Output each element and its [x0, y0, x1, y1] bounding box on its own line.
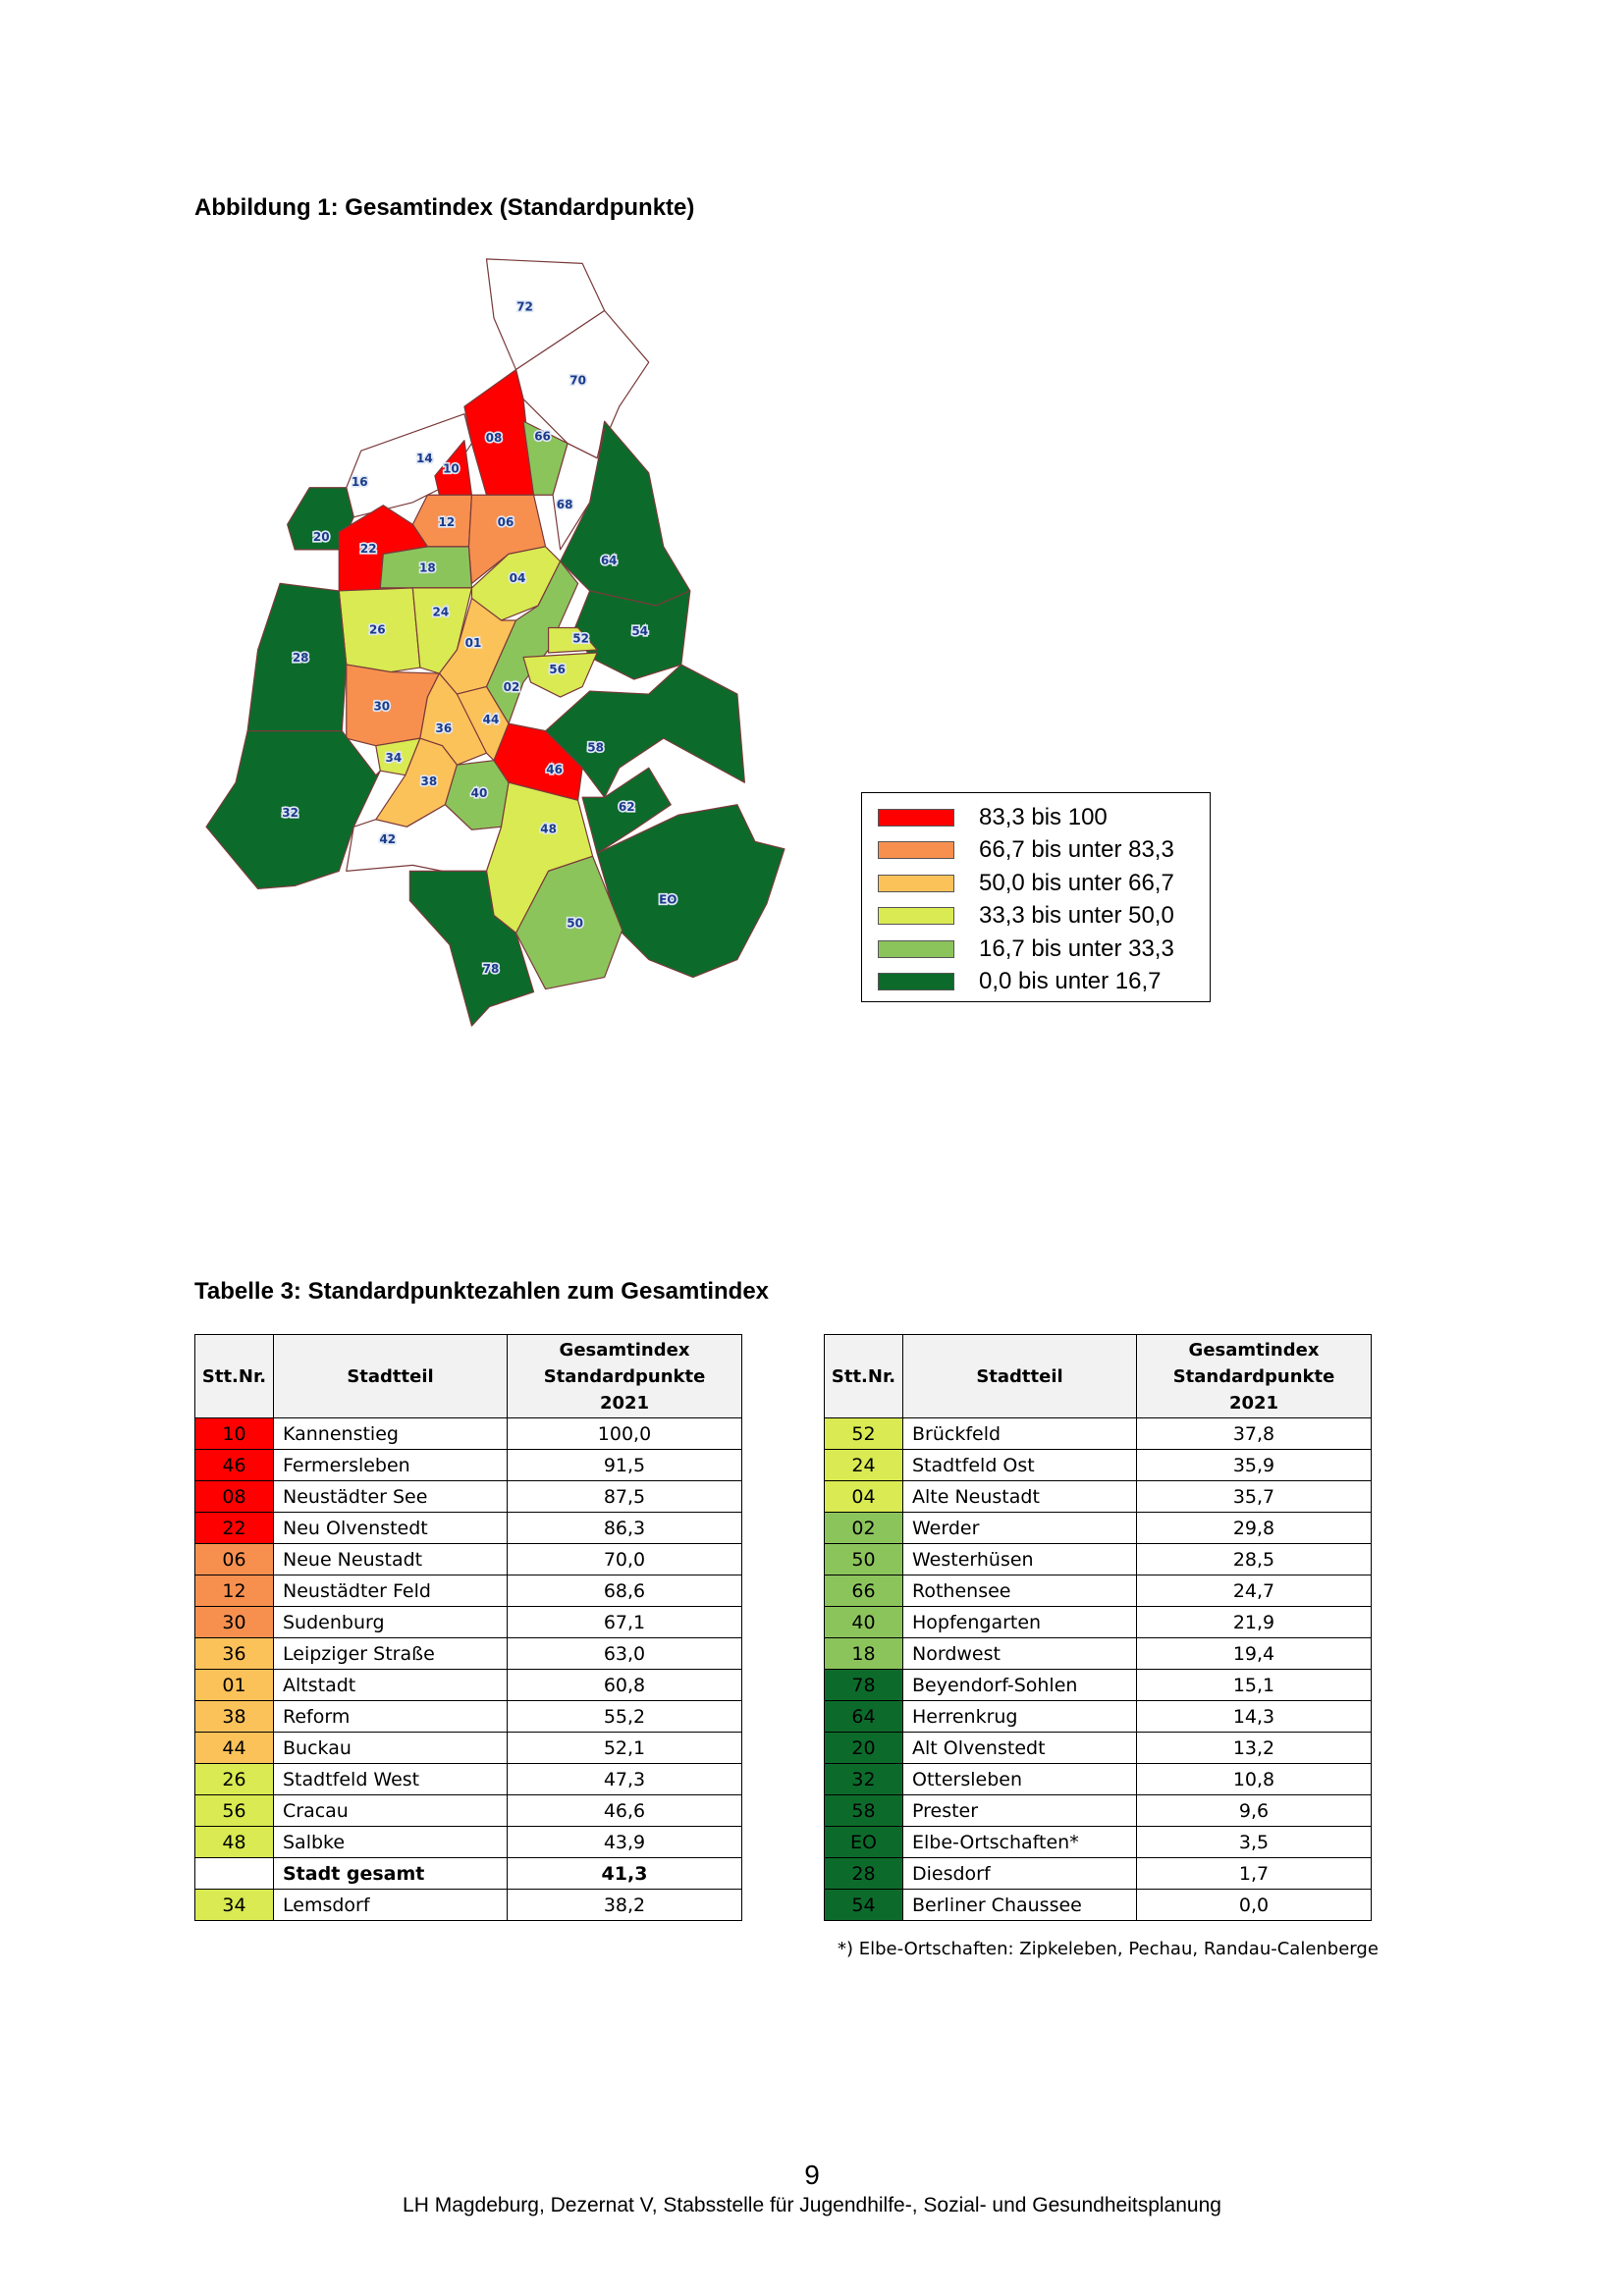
header-value	[1137, 1335, 1372, 1418]
table-header	[195, 1335, 742, 1418]
cell-value: 100,0	[508, 1418, 742, 1450]
district-label: 06	[497, 514, 514, 529]
header-value-line: 2021	[1228, 1392, 1279, 1414]
table-row	[195, 1795, 742, 1827]
cell-nr	[195, 1858, 274, 1890]
map-districts	[206, 259, 785, 1026]
district-label: 58	[587, 740, 605, 755]
district-label: 08	[485, 431, 503, 446]
cell-value: 87,5	[508, 1481, 742, 1513]
district-map	[191, 251, 811, 1034]
header-name: Stadtteil	[903, 1335, 1137, 1418]
legend-label: 16,7 bis unter 33,3	[979, 934, 1174, 962]
cell-value: 91,5	[508, 1450, 742, 1481]
header-value	[508, 1335, 742, 1418]
legend-label: 0,0 bis unter 16,7	[979, 968, 1162, 995]
cell-name: Lemsdorf	[274, 1890, 508, 1921]
cell-name: Prester	[903, 1795, 1137, 1827]
page-number: 9	[804, 2160, 820, 2190]
cell-nr: 36	[195, 1638, 274, 1670]
district-label: 48	[540, 822, 557, 836]
figure-title: Abbildung 1: Gesamtindex (Standardpunkte)	[194, 194, 695, 221]
district-label: 14	[416, 452, 433, 466]
cell-name: Buckau	[274, 1733, 508, 1764]
cell-value: 13,2	[1137, 1733, 1372, 1764]
district-label: 56	[549, 663, 566, 677]
table-row	[825, 1858, 1372, 1890]
cell-nr: 20	[825, 1733, 903, 1764]
table-row	[825, 1638, 1372, 1670]
cell-name: Alt Olvenstedt	[903, 1733, 1137, 1764]
legend-label: 33,3 bis unter 50,0	[979, 902, 1174, 930]
cell-nr: 56	[195, 1795, 274, 1827]
district-label: 38	[420, 774, 438, 789]
cell-name: Leipziger Straße	[274, 1638, 508, 1670]
table-row	[825, 1827, 1372, 1858]
header-value-line: Standardpunkte	[543, 1365, 706, 1387]
header-value-line: Gesamtindex	[1188, 1339, 1320, 1361]
cell-name: Neue Neustadt	[274, 1544, 508, 1575]
cell-name: Neustädter Feld	[274, 1575, 508, 1607]
district-label: 28	[292, 651, 309, 666]
cell-nr: 02	[825, 1513, 903, 1544]
footnote: *) Elbe-Ortschaften: Zipkeleben, Pechau, Randau-Calenberge	[838, 1939, 1379, 1959]
district-label: EO	[659, 892, 677, 907]
legend-swatch	[878, 907, 954, 925]
district-label: 40	[470, 786, 488, 801]
table-row	[195, 1670, 742, 1701]
map-legend	[861, 792, 1211, 1002]
cell-value: 63,0	[508, 1638, 742, 1670]
cell-nr: 08	[195, 1481, 274, 1513]
cell-value: 9,6	[1137, 1795, 1372, 1827]
district-label: 02	[503, 680, 520, 695]
table-row	[195, 1481, 742, 1513]
legend-item	[862, 834, 1210, 868]
cell-name: Neustädter See	[274, 1481, 508, 1513]
cell-value: 38,2	[508, 1890, 742, 1921]
table-row	[195, 1733, 742, 1764]
cell-nr: 40	[825, 1607, 903, 1638]
table-row	[195, 1513, 742, 1544]
cell-nr: 18	[825, 1638, 903, 1670]
header-value-line: Gesamtindex	[559, 1339, 690, 1361]
cell-name: Altstadt	[274, 1670, 508, 1701]
district-label: 04	[509, 570, 526, 585]
cell-nr: 54	[825, 1890, 903, 1921]
cell-value: 35,9	[1137, 1450, 1372, 1481]
table-row	[195, 1418, 742, 1450]
cell-value: 52,1	[508, 1733, 742, 1764]
table-row	[195, 1764, 742, 1795]
table-row	[195, 1858, 742, 1890]
legend-swatch	[878, 973, 954, 990]
district-label: 24	[432, 605, 450, 619]
index-table-left	[194, 1334, 742, 1921]
cell-name: Diesdorf	[903, 1858, 1137, 1890]
cell-nr: 26	[195, 1764, 274, 1795]
table-row	[825, 1513, 1372, 1544]
legend-item	[862, 867, 1210, 900]
cell-name: Ottersleben	[903, 1764, 1137, 1795]
district-label: 20	[312, 529, 330, 544]
district-label: 66	[534, 429, 551, 444]
district-label: 32	[282, 805, 299, 820]
table-row	[825, 1670, 1372, 1701]
cell-name: Rothensee	[903, 1575, 1137, 1607]
district-label: 26	[368, 622, 386, 637]
cell-nr: 38	[195, 1701, 274, 1733]
cell-nr: 46	[195, 1450, 274, 1481]
legend-swatch	[878, 875, 954, 892]
district-label: 68	[556, 497, 573, 511]
table-row	[195, 1701, 742, 1733]
cell-value: 46,6	[508, 1795, 742, 1827]
table-row	[825, 1701, 1372, 1733]
cell-name: Salbke	[274, 1827, 508, 1858]
district-label: 64	[600, 553, 618, 567]
cell-name: Hopfengarten	[903, 1607, 1137, 1638]
cell-name: Kannenstieg	[274, 1418, 508, 1450]
cell-value: 19,4	[1137, 1638, 1372, 1670]
cell-value: 55,2	[508, 1701, 742, 1733]
district-label: 36	[435, 721, 453, 736]
cell-nr: 06	[195, 1544, 274, 1575]
cell-value: 15,1	[1137, 1670, 1372, 1701]
header-value-line: 2021	[599, 1392, 650, 1414]
district-label: 72	[516, 299, 533, 314]
index-table-right	[824, 1334, 1372, 1921]
cell-name: Alte Neustadt	[903, 1481, 1137, 1513]
cell-value: 37,8	[1137, 1418, 1372, 1450]
cell-nr: 28	[825, 1858, 903, 1890]
cell-name: Stadtfeld Ost	[903, 1450, 1137, 1481]
page-footer: LH Magdeburg, Dezernat V, Stabsstelle für Jugendhilfe-, Sozial- und Gesundheitsplanung	[403, 2194, 1221, 2216]
cell-value: 29,8	[1137, 1513, 1372, 1544]
cell-value: 1,7	[1137, 1858, 1372, 1890]
cell-value: 10,8	[1137, 1764, 1372, 1795]
table-row	[825, 1764, 1372, 1795]
cell-value: 3,5	[1137, 1827, 1372, 1858]
cell-name: Elbe-Ortschaften*	[903, 1827, 1137, 1858]
cell-nr: 64	[825, 1701, 903, 1733]
cell-name: Reform	[274, 1701, 508, 1733]
table-row	[825, 1733, 1372, 1764]
legend-swatch	[878, 841, 954, 859]
cell-nr: 12	[195, 1575, 274, 1607]
table-row	[825, 1481, 1372, 1513]
legend-label: 50,0 bis unter 66,7	[979, 869, 1174, 896]
table-row	[195, 1607, 742, 1638]
cell-nr: EO	[825, 1827, 903, 1858]
cell-nr: 78	[825, 1670, 903, 1701]
table-header	[825, 1335, 1372, 1418]
legend-label: 83,3 bis 100	[979, 803, 1108, 830]
cell-nr: 52	[825, 1418, 903, 1450]
district-label: 30	[373, 699, 391, 714]
cell-value: 14,3	[1137, 1701, 1372, 1733]
district-label: 54	[631, 623, 649, 638]
legend-item	[862, 933, 1210, 966]
cell-nr: 34	[195, 1890, 274, 1921]
legend-item	[862, 801, 1210, 834]
district-label: 01	[464, 636, 482, 651]
cell-value: 43,9	[508, 1827, 742, 1858]
table-row	[195, 1575, 742, 1607]
district-label: 34	[385, 751, 403, 766]
cell-nr: 30	[195, 1607, 274, 1638]
cell-value: 67,1	[508, 1607, 742, 1638]
table-row	[825, 1795, 1372, 1827]
cell-name: Stadtfeld West	[274, 1764, 508, 1795]
district-label: 16	[351, 475, 368, 490]
district-label: 46	[546, 763, 563, 777]
header-value-line: Standardpunkte	[1172, 1365, 1335, 1387]
legend-label: 66,7 bis unter 83,3	[979, 836, 1174, 864]
header-nr: Stt.Nr.	[195, 1335, 274, 1418]
cell-value: 21,9	[1137, 1607, 1372, 1638]
legend-item	[862, 966, 1210, 999]
cell-nr: 48	[195, 1827, 274, 1858]
legend-item	[862, 900, 1210, 934]
cell-name: Stadt gesamt	[274, 1858, 508, 1890]
cell-name: Herrenkrug	[903, 1701, 1137, 1733]
cell-name: Werder	[903, 1513, 1137, 1544]
district-label: 50	[567, 916, 583, 931]
district-label: 42	[379, 831, 397, 846]
cell-nr: 50	[825, 1544, 903, 1575]
cell-name: Cracau	[274, 1795, 508, 1827]
header-nr: Stt.Nr.	[825, 1335, 903, 1418]
cell-nr: 01	[195, 1670, 274, 1701]
legend-swatch	[878, 940, 954, 958]
table-row	[825, 1418, 1372, 1450]
cell-name: Brückfeld	[903, 1418, 1137, 1450]
district-label: 78	[482, 962, 500, 977]
cell-value: 70,0	[508, 1544, 742, 1575]
table-row	[825, 1544, 1372, 1575]
district-label: 22	[359, 541, 377, 556]
legend-swatch	[878, 809, 954, 827]
cell-value: 60,8	[508, 1670, 742, 1701]
cell-name: Fermersleben	[274, 1450, 508, 1481]
cell-nr: 22	[195, 1513, 274, 1544]
cell-nr: 10	[195, 1418, 274, 1450]
cell-value: 35,7	[1137, 1481, 1372, 1513]
header-name: Stadtteil	[274, 1335, 508, 1418]
table-title: Tabelle 3: Standardpunktezahlen zum Gesamtindex	[194, 1278, 770, 1305]
cell-name: Nordwest	[903, 1638, 1137, 1670]
table-row	[195, 1827, 742, 1858]
cell-nr: 04	[825, 1481, 903, 1513]
cell-name: Sudenburg	[274, 1607, 508, 1638]
cell-nr: 44	[195, 1733, 274, 1764]
table-row	[825, 1607, 1372, 1638]
cell-value: 47,3	[508, 1764, 742, 1795]
cell-value: 24,7	[1137, 1575, 1372, 1607]
cell-name: Westerhüsen	[903, 1544, 1137, 1575]
cell-name: Neu Olvenstedt	[274, 1513, 508, 1544]
cell-name: Berliner Chaussee	[903, 1890, 1137, 1921]
table-row	[195, 1638, 742, 1670]
table-row	[195, 1450, 742, 1481]
cell-value: 41,3	[508, 1858, 742, 1890]
district-label: 52	[572, 631, 589, 646]
district-label: 62	[618, 799, 635, 814]
cell-value: 68,6	[508, 1575, 742, 1607]
cell-nr: 24	[825, 1450, 903, 1481]
district-label: 12	[438, 514, 456, 529]
district-label: 44	[482, 713, 500, 727]
cell-value: 28,5	[1137, 1544, 1372, 1575]
cell-nr: 58	[825, 1795, 903, 1827]
cell-value: 86,3	[508, 1513, 742, 1544]
table-row	[195, 1890, 742, 1921]
table-row	[825, 1575, 1372, 1607]
table-row	[825, 1450, 1372, 1481]
cell-name: Beyendorf-Sohlen	[903, 1670, 1137, 1701]
district-label: 18	[419, 561, 436, 575]
cell-nr: 66	[825, 1575, 903, 1607]
district-label: 10	[443, 461, 460, 476]
table-row	[195, 1544, 742, 1575]
district-label: 70	[569, 373, 586, 388]
cell-nr: 32	[825, 1764, 903, 1795]
cell-value: 0,0	[1137, 1890, 1372, 1921]
table-row	[825, 1890, 1372, 1921]
